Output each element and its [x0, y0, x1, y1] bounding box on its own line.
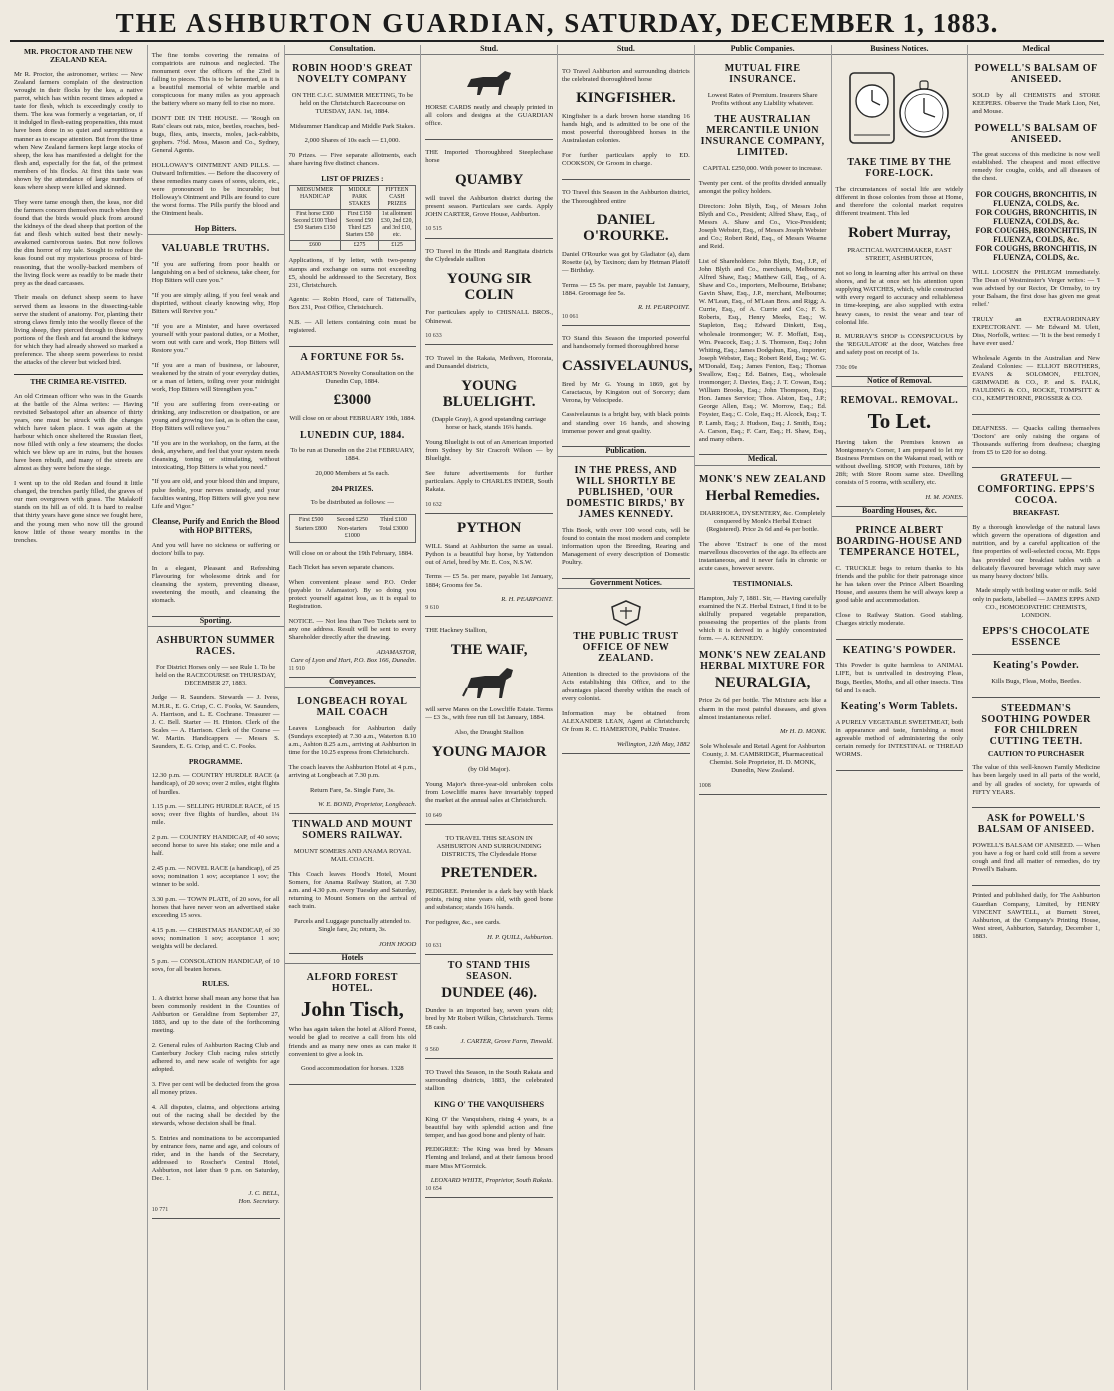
- ad-headline: TAKE TIME BY THE FORE-LOCK.: [847, 157, 952, 180]
- ad-text: The above 'Extract' is one of the most marvellous discoveries of the age. Its effects are instantaneous, and it never fails in chronic or acute cases, however severe.: [698, 541, 827, 573]
- prize-item: First £500: [298, 517, 324, 524]
- kingfisher-ad: [562, 58, 690, 180]
- race-item: 12.30 p.m. — COUNTRY HURDLE RACE (a handicap), of 20 sovs; over 2 miles, eight flights of hurdles.: [151, 772, 280, 796]
- ad-text: Kills Bugs, Fleas, Moths, Beetles.: [991, 677, 1081, 685]
- category-heading: Sporting.: [148, 617, 284, 627]
- ad-headline: Keating's Worm Tablets.: [840, 701, 958, 713]
- ad-subheadline: Cleanse, Purify and Enrich the Blood with HOP BITTERS,: [151, 517, 280, 536]
- ad-name: Robert Murray,: [848, 224, 951, 241]
- ad-number: 10 631: [425, 942, 442, 949]
- epps-cocoa-ad: [972, 468, 1100, 655]
- ad-signature: R. H. PEARPOINT.: [501, 596, 553, 604]
- clock-watch-icon: [844, 65, 954, 153]
- ad-text: Bred by Mr G. Young in 1869, got by Caractacus, by Kingston out of Sorcery; dam Verona, by Velocipede.: [562, 380, 690, 404]
- ad-subheadline: 204 PRIZES.: [331, 483, 374, 493]
- prize-grid: [289, 514, 417, 543]
- ad-item: "If you are old, and your blood thin and impure, pulse feeble, your nerves unsteady, and your faculties waning, Hop Bitters will give you new Life and Vigor.": [151, 478, 280, 510]
- ad-headline: MONK'S NEW ZEALAND: [699, 473, 827, 485]
- ad-text: HORSE CARDS neatly and cheaply printed in all colors and designs at the GUARDIAN office.: [425, 103, 553, 127]
- ad-headline: ALFORD FOREST HOTEL.: [306, 971, 398, 994]
- rule-item: 2. General rules of Ashburton Racing Club and Canterbury Jockey Club racing rules strictly adhered to, and new scale of weights for age adopted.: [151, 1042, 280, 1074]
- ad-text: List of Shareholders: John Blyth, Esq., J.P., of John Blyth and Co., merchants, Melbourne; Alfred Shaw, Esq.; Matthew Gill, Esq., of A. Shaw and Co., importers, Melbourne, Brisbane; Gavin Shaw, Esq., J.P., merchant, Melbourne; W. M'Lean, Esq., of M'Lean Bros. and Rigg; A. Currie, Esq., of A. Currie and Co.; F. S. Roberts, Esq., Henry Meeks, Esq.; W. Stapleton, Esq.; Edward Dinkett, Esq., wholesale ironmonger; W. F. Moffatt, Esq., Wm. Peacock, Esq.; J. S. Thomson, Esq.; John Whiting, Esq.; James Dodgshun, Esq., importer; Joseph Webster, Esq.; Robert Reid, Esq.; W. G. M'Donald, Esq.; James Fenton, Esq.; Thomas Swallow, Esq.; Ed. Baines, Esq., wholesale ironmonger; J. Davies, Esq.; J. T. Cowan, Esq.; William Brooks, Esq.; John Thompson, Esq.; Hon. James Service; Thos. Alston, Esq., J.P.; George Allen, Esq.; W. Morrow, Esq.; Ed. Foyster, Esq.; C. Cole, Esq.; H. Alcock, Esq.; T. P. Lamb, Esq.; J. Hudson, Esq.; J. Smith, Esq.; A. Carson, Esq.; F. Carr, Esq.; H. Shaw, Esq., and many others.: [698, 257, 827, 443]
- horse-name: YOUNG MAJOR: [431, 743, 547, 760]
- ad-text: TO Travel this Season in the Ashburton district, the Thoroughbred entire: [562, 189, 690, 205]
- ad-number: 1008: [698, 782, 711, 789]
- ad-text: CAPITAL £250,000. With power to increase.: [702, 165, 823, 173]
- adamastor-ad: [289, 347, 417, 678]
- rule-item: 1. A district horse shall mean any horse that has been commonly resident in the Counties of Ashburton or Geraldine from September 27, 1883, and up to the date of the forthcoming meeting.: [151, 995, 280, 1035]
- ad-signature: ADAMASTOR,: [376, 648, 417, 656]
- ad-item: FOR COUGHS, BRONCHITIS, IN FLUENZA, COLDS, &c.: [975, 190, 1097, 209]
- ad-text: See future advertisements for further particulars. Apply to CHARLES INDER, South Rakaia.: [425, 469, 553, 494]
- category-heading: Government Notices.: [558, 579, 694, 589]
- ad-text: R. MURRAY'S SHOP is CONSPICUOUS by the 'REGULATOR' at the door, Watches free and safety post on receipt of 1s.: [835, 333, 964, 357]
- cassivelaunus-ad: [562, 326, 693, 448]
- ad-headline: ASHBURTON SUMMER RACES.: [156, 634, 276, 657]
- domestic-birds-ad: [562, 460, 690, 579]
- ad-signature: Care of Lyon and Hart, P.O. Box 166, Dunedin.: [290, 656, 417, 664]
- ad-text: THE Imported Thoroughbred Steeplechase horse: [425, 149, 553, 165]
- ad-name: John Tisch,: [300, 996, 404, 1021]
- ad-number: 730c 09e: [835, 365, 858, 372]
- race-item: 5 p.m. — CONSOLATION HANDICAP, of 10 sovs, for all beaten horses.: [151, 957, 280, 973]
- ad-text: Applications, if by letter, with two-penny stamps and exchange on sums not exceeding £5, should be addressed to the Secretary, Box 231, Christchurch.: [288, 257, 417, 289]
- ad-text: Good accommodation for horses. 1328: [301, 1065, 404, 1073]
- ad-headline: THE PUBLIC TRUST OFFICE OF NEW ZEALAND.: [573, 631, 679, 665]
- ad-text: Parcels and Luggage punctually attended to. Single fare, 2s; return, 3s.: [293, 917, 411, 933]
- ad-text: For pedigree, &c., see cards.: [425, 918, 501, 926]
- ad-text: Terms — £5 5s. per mare, payable 1st January, 1884; Grooms fee 5s.: [425, 573, 553, 589]
- vanquishers-ad: [425, 1059, 553, 1198]
- ad-signature: W. E. BOND, Proprietor, Longbeach.: [318, 801, 417, 809]
- horse-name: THE WAIF,: [450, 641, 528, 658]
- ad-text: Agents: — Robin Hood, care of Tattersall's, Box 231, Post Office, Christchurch.: [288, 296, 417, 312]
- ad-text: Having taken the Premises known as Montgomery's Corner, I am prepared to let my Business Premises on the Wakanui road, with or without dwelling. SHOP, with Fixtures, 18ft by 28ft; with Store Room same size. Dwelling consists of 5 rooms, with scullery, etc.: [835, 438, 964, 487]
- orourke-ad: [562, 180, 690, 326]
- prince-albert-ad: [836, 520, 964, 639]
- ad-text: Wholesale Agents in the Australian and New Zealand Colonies: — ELLIOT BROTHERS, EVANS & SOLOMON, FELTON, GRIMWADE & CO., P. and S. FALK, FAULDING & CO., ROCKE, TOMPSITT & CO., KEMPTHORNE, PROSSER & CO.: [972, 354, 1100, 403]
- advertisement-text: DON'T DIE IN THE HOUSE. — 'Rough on Rats' clears out rats, mice, beetles, roaches, bed-bugs, flies, ants, insects, moles, jack-rabbits, gophers. 7½d. Moss, Mason and Co., Sydney, General Agents.: [151, 114, 280, 155]
- ad-signature: R. H. PEARPOINT.: [638, 304, 690, 312]
- ad-text: Daniel O'Rourke was got by Gladiator (a), dam Rosette (a), by Taxinon; dam by Hetman Platoff — Birthday.: [562, 250, 690, 274]
- ad-headline: STEEDMAN'S SOOTHING POWDER FOR CHILDREN CUTTING TEETH.: [981, 702, 1091, 747]
- ad-number: 10 654: [425, 1186, 442, 1193]
- column-7: [831, 45, 968, 1390]
- ad-signature: Wellington, 12th May, 1882: [616, 740, 690, 748]
- public-trust-ad: [562, 592, 690, 754]
- horse-name: QUAMBY: [454, 171, 524, 188]
- ad-number: 9 560: [425, 1047, 439, 1054]
- prize-item: Total £3000: [379, 526, 408, 533]
- ad-number: 10 515: [425, 226, 442, 233]
- ad-subheadline: CAUTION TO PURCHASER: [987, 748, 1085, 758]
- divider: [14, 374, 143, 375]
- table-cell: 1st allotment £30, 2nd £20, and 3rd £10, etc.: [378, 209, 416, 240]
- ad-text: Hampton, July 7, 1881. Sir, — Having carefully examined the N.Z. Herbal Extract, I find it to be skilfully prepared vegetable preparation, possessing the properties of the plants from which it is derived in a highly concentrated form. — A. KENNEDY.: [698, 594, 827, 643]
- race-item: 3.30 p.m. — TOWN PLATE, of 20 sovs, for all horses that have never won an advertised stake exceeding 15 sovs.: [151, 895, 280, 920]
- ad-signature: JOHN HOOD: [378, 940, 417, 948]
- ad-text: not so long in learning after his arrival on these shores, and he at once set his attention upon supplying WATCHES, which, while constructed with every regard to accuracy and reliableness in time-keeping, are also supplied with extra heavy cases, to resist the wear and tear of colonial life.: [835, 270, 964, 326]
- ad-title: To Let.: [867, 409, 932, 434]
- ad-text: (by Old Major).: [468, 766, 511, 774]
- ad-text: PRACTICAL WATCHMAKER, EAST STREET, ASHBURTON,: [847, 247, 952, 263]
- ad-text: PEDIGREE. Pretender is a dark bay with black points, rising nine years old, with good bone and substance; stands 16¼ hands.: [425, 888, 553, 912]
- ad-subheadline: RULES.: [202, 979, 230, 989]
- category-heading: Hop Bitters.: [148, 225, 284, 235]
- ad-headline: TO STAND THIS SEASON.: [447, 959, 531, 982]
- ad-headline: LONGBEACH ROYAL MAIL COACH: [297, 696, 408, 719]
- tinwald-railway-ad: [289, 814, 417, 953]
- ad-text: DEAFNESS. — Quacks calling themselves 'Doctors' are only raising the organs of Thousands suffering from deafness; charging from £5 to £20 for so doing.: [972, 424, 1100, 456]
- ad-text: Young Bluelight is out of an American imported from Sydney by Sir Cracroft Wilson — by Bluelight.: [425, 439, 553, 463]
- ad-text: NOTICE. — Not less than Two Tickets sent to any one address. Result will be sent to every Shareholder directly after the drawing.: [288, 617, 417, 642]
- category-heading: Boarding Houses, &c.: [832, 507, 968, 517]
- article-paragraph: I went up to the old Redan and found it little changed, the trenches partly filled, the graves of our men overgrown with grass. The Malakoff stands on its hill as of old. It is hard to realise that thirty years have gone since we fought here, and the young men who now till the ground know little of those weary months in the trenches.: [14, 480, 143, 544]
- ad-text: When convenient please send P.O. Order (payable to Adamastor). By so doing you protect yourself against loss, as it is equal to Registration.: [288, 579, 417, 611]
- ad-text: Midsummer Handicap and Middle Park Stakes.: [289, 122, 415, 130]
- ad-headline: VALUABLE TRUTHS.: [161, 243, 270, 255]
- ad-text: will serve Mares on the Lowcliffe Estate. Terms — £3 3s., with free run till 1st January, 1884.: [425, 706, 553, 722]
- ad-text: Judge — R. Saunders. Stewards — J. Ivess, M.H.R., E. G. Crisp, C. C. Fooks, W. Saunders, A. Harrison, and L. E. Cochrane. Treasurer — J. C. Bell. Starter — H. Hinton. Clerk of the Scales — A. Harrison. Clerk of the Course — W. Martin. Handicappers — Messrs S. Saunders, E. G. Crisp, and C. C. Fooks.: [151, 694, 280, 750]
- ad-text: SOLD by all CHEMISTS and STORE KEEPERS. Observe the Trade Mark Lion, Net, and Mouse.: [972, 91, 1100, 115]
- ad-text: (Dapple Gray), A good upstanding carriage horse or hack, stands 16¼ hands.: [432, 416, 547, 432]
- ad-subheadline: LIST OF PRIZES :: [321, 173, 384, 183]
- prize-item: Third £100: [380, 517, 408, 524]
- horse-name: YOUNG BLUELIGHT.: [442, 377, 536, 410]
- ad-item: "If you are simply ailing, if you feel weak and dispirited, without clearly knowing why, Hop Bitters will Revive you.": [151, 291, 280, 315]
- ad-text: 20,000 Members at 5s each.: [315, 469, 390, 477]
- ad-headline: GRATEFUL — COMFORTING. EPPS'S COCOA.: [977, 473, 1095, 507]
- ad-text: ON THE C.J.C. SUMMER MEETING, To be held on the Christchurch Racecourse on TUESDAY, JAN. 1st, 1884.: [291, 91, 414, 115]
- ad-headline: ROBIN HOOD'S GREAT NOVELTY COMPANY: [292, 63, 413, 86]
- category-heading: Public Companies.: [695, 45, 831, 55]
- imprint: Printed and published daily, for The Ashburton Guardian Company, Limited, by HENRY VINCENT SAWTELL, at Burnett Street, Ashburton, at the Company's Printing House, West street, Ashburton, Saturday, December 1, 1883.: [972, 892, 1100, 940]
- consultation-ad: [289, 58, 417, 347]
- ad-headline: PRINCE ALBERT BOARDING-HOUSE AND TEMPERANCE HOTEL,: [836, 525, 963, 559]
- ad-item: "If you are a man of business, or labourer, weakened by the strain of your everyday duties, or a man of letters, toiling over your midnight work, Hop Bitters will Strengthen you.": [151, 361, 280, 393]
- table-cell: First £150 Second £50 Third £25 Starters £50: [341, 209, 378, 240]
- category-heading: Conveyances.: [285, 678, 421, 688]
- ad-text: For further particulars apply to ED. COOKSON, Or Groom in charge.: [562, 152, 690, 168]
- column-8: [967, 45, 1104, 1390]
- rule-item: 5. Entries and nominations to be accompanied by entrance fees, name and age, and colours of rider, and in the hands of the Secretary, addressed to Roscher's Central Hotel, Ashburton, not later than 9 p.m. on Saturday, Dec. 1.: [151, 1134, 280, 1183]
- ad-text: ADAMASTOR'S Novelty Consultation on the Dunedin Cup, 1884.: [291, 369, 414, 385]
- ad-headline: POWELL'S BALSAM OF ANISEED.: [974, 63, 1098, 86]
- category-heading: Business Notices.: [832, 45, 968, 55]
- ad-headline: REMOVAL. REMOVAL.: [840, 395, 959, 407]
- article-paragraph: An old Crimean officer who was in the Guards at the battle of the Alma writes: — Having revisited Sebastopol after an absence of thirty years, one must be struck with the changes which have taken place. I was again at the harbour which once sheltered the Russian fleet, now filled with only a few steamers; the docks which we blew up are in ruins, but the houses have been rebuilt, and many of the streets are almost as they were before the siege.: [14, 392, 143, 473]
- ad-text: The value of this well-known Family Medicine has been largely used in all parts of the world, and by all grades of society, for upwards of FIFTY YEARS.: [972, 764, 1100, 796]
- ad-text: Each Ticket has seven separate chances.: [288, 564, 395, 572]
- ad-subheadline: PROGRAMME.: [188, 756, 243, 766]
- longbeach-coach-ad: [289, 691, 417, 814]
- article-paragraph: Mr R. Proctor, the astronomer, writes: — New Zealand farmers complain of the destruction wrought in their flocks by the kea, a native parrot, which has within recent times adopted a taste for flesh, which is exceedingly costly to them. The kea was formerly a vegetarian, or, if it indulged in flesh-eating propensities, this must have been done in so quiet and surreptitious a manner as to escape attention. But from the time when New Zealand farmers kept large stocks of sheep, the kea has manifested a delight for the flesh and, especially for the fat, of the primest members of his flocks. At first this taste was shown by the attendance of large numbers of keas where sheep were killed and skinned.: [14, 70, 143, 192]
- ad-text: TRULY an EXTRAORDINARY EXPECTORANT. — Mr Edward M. Ulett, Diss, Norfolk, writes: — 'It is the best remedy I have ever used.': [972, 315, 1100, 348]
- ad-text: This Book, with over 100 wood cuts, will be found to contain the most modern and complete information upon the Breeding, Rearing and Management of every description of Domestic Poultry.: [562, 527, 690, 567]
- column-2: [147, 45, 284, 1390]
- table-header: MIDDLE PARK STAKES: [341, 185, 378, 209]
- category-heading: Hotels: [285, 954, 421, 964]
- ad-text: For District Horses only — see Rule 1. To be held on the RACECOURSE on THURSDAY, DECEMBER 27, 1883.: [155, 663, 276, 687]
- prize-item: Second £250: [336, 517, 368, 524]
- horse-name: CASSIVELAUNUS,: [562, 358, 693, 374]
- ad-text: In a elegant, Pleasant and Refreshing Flavouring for wholesome drink and for cleansing the system, preventing disease, sweetening the mouth, and cleansing the stomach.: [151, 564, 280, 605]
- ad-text: Who has again taken the hotel at Alford Forest, would be glad to receive a call from his old friends and as many new ones as can make it convenient to give a look in.: [288, 1026, 417, 1058]
- prize-item: Non-starters £1000: [337, 526, 368, 540]
- ad-text: Terms — £5 5s. per mare, payable 1st January, 1884. Groomage fee 5s.: [562, 281, 690, 297]
- ad-text: The circumstances of social life are widely different in those colonies from those at Home, and therefore the colonial market requires different treatment. This led: [835, 185, 964, 217]
- ad-headline: A FORTUNE FOR 5s.: [300, 351, 405, 363]
- table-total: £125: [378, 240, 416, 250]
- ad-text: A PURELY VEGETABLE SWEETMEAT, both in appearance and taste, furnishing a most agreeable method of administering the only certain remedy for INTESTINAL or THREAD WORMS.: [835, 718, 964, 759]
- prize-table: [289, 185, 417, 251]
- ad-text: MOUNT SOMERS AND ANAMA ROYAL MAIL COACH.: [293, 847, 411, 864]
- ad-text: Attention is directed to the provisions of the Acts establishing this Office, and to the advantages placed thereby within the reach of every colonist.: [562, 670, 690, 703]
- category-heading: Consultation.: [285, 45, 421, 55]
- ad-text: WILL Stand at Ashburton the same as usual. Python is a beautiful bay horse, by Yattendon out of Ariel, bred by Mr. E. Cox, N.S.W.: [425, 542, 553, 566]
- ad-subheadline: BREAKFAST.: [1012, 508, 1060, 518]
- horse-cards-ad: [425, 58, 553, 139]
- sir-colin-ad: [425, 239, 553, 346]
- masthead-title: THE ASHBURTON GUARDIAN,: [115, 8, 556, 38]
- category-heading: Stud.: [421, 45, 557, 55]
- pretender-ad: [425, 825, 553, 955]
- column-6: [694, 45, 831, 1390]
- ad-signature: H. M. JONES.: [925, 494, 964, 502]
- race-item: 2.45 p.m. — NOVEL RACE (a handicap), of 25 sovs; nomination 1 sov; acceptance 1 sov; the winner to be sold.: [151, 865, 280, 889]
- ad-headline: IN THE PRESS, AND WILL SHORTLY BE PUBLISHED, 'OUR DOMESTIC BIRDS,' BY JAMES KENNEDY.: [566, 465, 686, 521]
- category-heading: Medical.: [695, 455, 831, 465]
- ad-text: TO Stand this Season the imported powerful and handsomely formed thoroughbred horse: [562, 335, 690, 351]
- table-header: MIDSUMMER HANDICAP: [289, 185, 341, 209]
- ad-text: C. TRUCKLE begs to return thanks to his friends and the public for their patronage since he has taken over the Prince Albert Boarding House, and assures them he will always keep a good table and accommodation.: [835, 564, 964, 605]
- crest-icon: [606, 599, 646, 627]
- ad-text: The coach leaves the Ashburton Hotel at 4 p.m., arriving at Longbeach at 7.30 p.m.: [288, 763, 417, 779]
- ad-text: To be distributed as follows: —: [310, 499, 394, 507]
- ad-text: PEDIGREE: The King was bred by Messrs Fleming and Ireland, and at their famous brood mare Miss M'Gormick.: [425, 1146, 553, 1170]
- ad-number: 10 649: [425, 812, 442, 819]
- waif-ad: [425, 617, 553, 825]
- ad-item: "If you are in the workshop, on the farm, at the desk, anywhere, and feel that your system needs cleansing, toning or stimulating, without intoxicating, Hop Bitters is what you need.": [151, 439, 280, 471]
- quamby-ad: [425, 140, 553, 239]
- ad-signature: Hon. Secretary.: [238, 1198, 280, 1206]
- ad-title: NEURALGIA,: [714, 674, 811, 691]
- masthead: [10, 6, 1104, 42]
- table-total: £600: [289, 240, 341, 250]
- ad-text: TO TRAVEL THIS SEASON IN ASHBURTON AND SURROUNDING DISTRICTS, The Clydesdale Horse: [436, 834, 542, 858]
- ad-headline: EPPS'S CHOCOLATE ESSENCE: [982, 626, 1090, 649]
- keating-ad: [972, 655, 1100, 697]
- ad-text: 2,000 Shares of 10s each — £1,000.: [304, 137, 401, 145]
- ad-text: TO Travel in the Hinds and Rangitata districts the Clydesdale stallion: [425, 248, 553, 264]
- mutual-fire-ad: [699, 58, 827, 455]
- ad-text: Close to Railway Station. Good stabling. Charges strictly moderate.: [835, 611, 964, 628]
- ad-number: 10 633: [425, 333, 442, 340]
- column-3: [284, 45, 421, 1390]
- horse-name: PRETENDER.: [440, 865, 538, 882]
- ad-signature: LEONARD WHITE, Proprietor, South Rakaia.: [430, 1177, 553, 1185]
- ad-text: 70 Prizes. — Five separate allotments, each share having five distinct chances.: [288, 151, 417, 168]
- race-item: 4.15 p.m. — CHRISTMAS HANDICAP, of 30 sovs; nomination 1 sov; acceptance 1 sov; weights will be declared.: [151, 926, 280, 950]
- ad-subheadline: TESTIMONIALS.: [732, 578, 793, 588]
- columns: [10, 45, 1104, 1390]
- ad-number: 10 061: [562, 313, 579, 320]
- ad-text: TO Travel this Season, in the South Rakaia and surrounding districts, 1883, the celebrated stallion: [425, 1069, 553, 1093]
- ad-amount: £3000: [333, 392, 372, 409]
- monk-remedies-ad: [699, 469, 827, 796]
- python-ad: [425, 514, 553, 617]
- ad-text: Twenty per cent. of the profits divided annually amongst the policy holders.: [698, 179, 827, 195]
- races-ad: [152, 630, 280, 1219]
- ad-headline: MUTUAL FIRE INSURANCE.: [724, 63, 801, 86]
- ad-item: "If you are suffering from over-eating or drinking, any indiscretion or dissipation, or are young and growing too fast, as is often the case, Hop Bitters will relieve you.": [151, 400, 280, 432]
- ad-headline: TINWALD AND MOUNT SOMERS RAILWAY.: [292, 819, 413, 842]
- ad-headline: Keating's Powder.: [993, 660, 1080, 672]
- hop-bitters-ad: [152, 238, 280, 617]
- ad-item: "If you are a Minister, and have overtaxed yourself with your pastoral duties, or a Mother, worn out with care and work, Hop Bitters will Restore you.": [151, 322, 280, 354]
- horse-name: DANIEL O'ROURKE.: [583, 212, 669, 245]
- article-paragraph: They were tame enough then, the keas, nor did the farmers concern themselves much when they found that the birds would pluck from around the kidneys of the dead sheep that portion of the fat and flesh which suited best their newly-awakened carnivorous tastes. But now follows the dim horror of my tale. Sought to reduce the keas found out my mysterious process of bird-reasoning, that the woolly-backed members of the living flock were as readily to be made their prey as the dead carcasses.: [14, 198, 143, 287]
- horse-name: YOUNG SIR COLIN: [446, 270, 532, 303]
- watchmaker-ad: [836, 58, 964, 377]
- article-headline: MR. PROCTOR AND THE NEW ZEALAND KEA.: [24, 47, 133, 65]
- deafness-ad: [972, 415, 1100, 469]
- ad-text: Also, the Draught Stallion: [454, 729, 524, 737]
- ad-text: Will close on or about FEBRUARY 19th, 1884.: [289, 414, 416, 422]
- ad-text: TO Travel in the Rakaia, Methven, Hororata, and Dunsandel districts,: [425, 354, 553, 371]
- ad-signature: J. C. BELL,: [248, 1189, 280, 1197]
- horse-name: PYTHON: [457, 519, 522, 536]
- ad-signature: H. P. QUILL, Ashburton.: [487, 933, 553, 941]
- race-item: 1.15 p.m. — SELLING HURDLE RACE, of 15 sovs; over five flights of hurdles, about 1¼ mile.: [151, 803, 280, 827]
- ad-text: Cassivelaunus is a bright bay, with black points and standing over 16 hands, and showing immense power and great quality.: [562, 411, 690, 435]
- category-heading: Stud.: [558, 45, 694, 55]
- alford-hotel-ad: [289, 967, 417, 1085]
- ad-text: DIARRHOEA, DYSENTERY, &c. Completely conquered by Monk's Herbal Extract (Registered). Price 2s 6d and 4s per bottle.: [699, 510, 826, 534]
- ad-text: This Powder is quite harmless to ANIMAL LIFE, but is unrivalled in destroying Fleas, Bugs, Beetles, Moths, and all other insects. Tins 6d and 1s each.: [835, 662, 964, 694]
- ad-number: 11 910: [288, 666, 305, 673]
- race-item: 2 p.m. — COUNTRY HANDICAP, of 40 sovs; second horse to save his stake; one mile and a half.: [151, 834, 280, 858]
- ad-text: Made simply with boiling water or milk. Sold only in packets, labelled — JAMES EPPS AND CO., HOMOEOPATHIC CHEMISTS, LONDON.: [972, 587, 1100, 619]
- ad-text: Young Major's three-year-old unbroken colts from Lowcliffe mares have invariably topped the market at the annual sales at Christchurch.: [425, 781, 553, 805]
- ad-signature: J. CARTER, Grove Farm, Tinwald.: [460, 1038, 553, 1046]
- ad-headline: THE AUSTRALIAN MERCANTILE UNION INSURANCE COMPANY, LIMITED.: [700, 114, 825, 159]
- ad-item: FOR COUGHS, BRONCHITIS, IN FLUENZA, COLDS, &c.: [975, 244, 1097, 263]
- ad-text: Kingfisher is a dark brown horse standing 16 hands high, and is admitted to be one of the most powerful thoroughbred horses in the Australasian colonies.: [562, 113, 690, 145]
- ad-text: Will close on or about the 19th February, 1884.: [288, 549, 414, 557]
- article-paragraph: Their meals on defunct sheep seem to have served them as lessons in the dissecting-table serve the student of anatomy. For, planting their strong claws firmly into the woolly fleece of the living sheep, they pierced through to those very portions of the flesh and fat around the kidneys for which they had already showed so marked a preference. The sheep seem powerless to resist the attacks of the clever but wicked bird.: [14, 294, 143, 367]
- ad-text: Directors: John Blyth, Esq., of Messrs John Blyth and Co., President; Alfred Shaw, Esq., of Messrs A. Shaw and Co., Vice-President; Joseph Webster, Esq., of Messrs Joseph Webster and Co.; Robert Reid, Esq., of Messrs Wearne and Reid.: [698, 202, 827, 250]
- ad-number: 9 610: [425, 605, 439, 612]
- ad-headline: LUNEDIN CUP, 1884.: [299, 429, 405, 441]
- ad-signature: Mr H. D. MONK.: [779, 728, 827, 736]
- horse-icon: [461, 65, 517, 97]
- bluelight-ad: [425, 345, 553, 514]
- ad-number: 10 771: [151, 1207, 169, 1214]
- steedman-ad: [972, 698, 1100, 809]
- ad-text: And you will have no sickness or suffering or doctors' bills to pay.: [151, 542, 280, 558]
- ad-text: N.B. — All letters containing coin must be registered.: [288, 319, 417, 335]
- ad-text: Price 2s 6d per bottle. The Mixture acts like a charm in the most painful diseases, and gives almost instantaneous relief.: [698, 697, 827, 721]
- ad-number: 10 632: [425, 501, 442, 508]
- ad-text: Lowest Rates of Premium. Insurers Share Profits without any Liability whatever.: [707, 91, 818, 107]
- keating-powder-ad: [836, 640, 964, 771]
- ad-text: This Coach leaves Hood's Hotel, Mount Somers, for Anama Railway Station, at 7.30 a.m. and 4.30 p.m. every Tuesday and Saturday, returning to Mount Somers on the arrival of each train.: [288, 870, 417, 911]
- ad-headline: ASK for POWELL'S BALSAM OF ANISEED.: [977, 813, 1095, 836]
- advertisement-text: HOLLOWAY'S OINTMENT AND PILLS. — Outward Infirmities. — Before the discovery of these remedies many cases of sores, ulcers, etc., were pronounced to be incurable; but Holloway's Ointment and Pills are found to cure the worst forms. The Pills purify the blood and the Ointment heals.: [151, 161, 280, 218]
- ad-headline: MONK'S NEW ZEALAND HERBAL MIXTURE FOR: [699, 649, 827, 672]
- horse-name: DUNDEE (46).: [441, 984, 538, 1001]
- ad-text: THE Hackney Stallion,: [425, 626, 487, 634]
- horse-icon: [459, 662, 519, 700]
- ad-text: For particulars apply to CHISNALL BROS., Ohinewai.: [425, 309, 553, 325]
- ad-text: will travel the Ashburton district during the present season. Particulars see cards. Apply JOHN CARTER, Grove House, Ashburton.: [425, 194, 553, 218]
- horse-name: KING O' THE VANQUISHERS: [434, 1099, 545, 1109]
- category-heading: Medical: [968, 45, 1104, 55]
- ad-text: WILL LOOSEN the PHLEGM immediately. The Dean of Westminster's Verger writes: — 'I was advised by our Rector, Dr Ormsby, to try your Balsam, the first dose has given me great relief.': [972, 268, 1100, 309]
- ad-text: Leaves Longbeach for Ashburton daily (Sundays excepted) at 7.30 a.m., Waterton 8.10 a.m., Ashton 8.25 a.m., arriving at Ashburton in time for the 10.25 express from Christchurch.: [288, 724, 417, 757]
- removal-ad: [836, 390, 964, 507]
- powell-ask-ad: [972, 808, 1100, 886]
- ad-text: To be run at Dunedin on the 21st FEBRUARY, 1884.: [290, 447, 415, 463]
- horse-name: KINGFISHER.: [576, 90, 676, 107]
- ad-headline: POWELL'S BALSAM OF ANISEED.: [974, 122, 1098, 145]
- ad-text: Return Fare, 5s. Single Fare, 3s.: [309, 786, 395, 794]
- rule-item: 3. Five per cent will be deducted from the gross all money prizes.: [151, 1081, 280, 1097]
- powell-balsam-ad: [972, 58, 1100, 415]
- ad-text: King O' the Vanquishers, rising 4 years, is a beautiful bay with splendid action and fine temper, and has good bone and plenty of hair.: [425, 1115, 553, 1139]
- ad-headline: KEATING'S POWDER.: [842, 644, 957, 656]
- table-header: FIFTEEN CASH PRIZES: [378, 185, 416, 209]
- prize-item: Starters £800: [295, 526, 328, 533]
- table-cell: First horse £300 Second £100 Third £50 Starters £150: [289, 209, 341, 240]
- ad-text: Dundee is an imported bay, seven years old; bred by Mr Robert Wilkin, Christchurch. Terms £8 cash.: [425, 1007, 553, 1031]
- masthead-date: SATURDAY, DECEMBER 1, 1883.: [564, 8, 999, 38]
- ad-item: "If you are suffering from poor health or languishing on a bed of sickness, take cheer, for Hop Bitters will cure you.": [151, 260, 280, 285]
- column-4: [420, 45, 557, 1390]
- category-heading: Notice of Removal.: [832, 377, 968, 387]
- column-1: [10, 45, 147, 1390]
- ad-text: By a thorough knowledge of the natural laws which govern the operations of digestion and nutrition, and by a careful application of the fine properties of well-selected cocoa, Mr. Epps has provided our breakfast tables with a delicately flavoured beverage which may save us many heavy doctors' bills.: [972, 524, 1100, 580]
- rule-item: 4. All disputes, claims, and objections arising out of the racing shall be decided by the stewards, whose decision shall be final.: [151, 1103, 280, 1128]
- ad-text: POWELL'S BALSAM OF ANISEED. — When you have a fog or hard cold still from a severe cough and find all matter of remedies, do try Powell's Balsam.: [972, 841, 1100, 874]
- ad-text: Information may be obtained from ALEXANDER LEAN, Agent at Christchurch; Or from R. C. HAMERTON, Public Trustee.: [562, 709, 690, 733]
- dundee-ad: [425, 955, 553, 1060]
- ad-item: FOR COUGHS, BRONCHITIS, IN FLUENZA, COLDS, &c.: [975, 208, 1097, 227]
- ad-item: FOR COUGHS, BRONCHITIS, IN FLUENZA, COLDS, &c.: [975, 226, 1097, 245]
- ad-text: TO Travel Ashburton and surrounding districts the celebrated thoroughbred horse: [562, 67, 690, 83]
- article-paragraph: The fine tombs covering the remains of compatriots are ruinous and neglected. The monument over the officers of the 23rd is falling to pieces. This is to be lamented, as it is a beautiful memorial of white marble and conspicuous for many miles as you approach the battery where so many fell to rise no more.: [151, 51, 280, 108]
- ad-text: The great success of this medicine is now well established. The cheapest and most effective remedy for coughs, colds, and all diseases of the chest.: [972, 151, 1100, 183]
- ad-title: Herbal Remedies.: [705, 487, 820, 504]
- column-5: [557, 45, 694, 1390]
- category-heading: Publication.: [558, 447, 694, 457]
- table-total: £275: [341, 240, 378, 250]
- article-headline: THE CRIMEA RE-VISITED.: [30, 376, 127, 386]
- ad-text: Sole Wholesale and Retail Agent for Ashburton County, J. M. CAMBRIDGE, Pharmaceutical Chemist. Sole Proprietor, H. D. MONK, Dunedin, New Zealand.: [699, 742, 826, 775]
